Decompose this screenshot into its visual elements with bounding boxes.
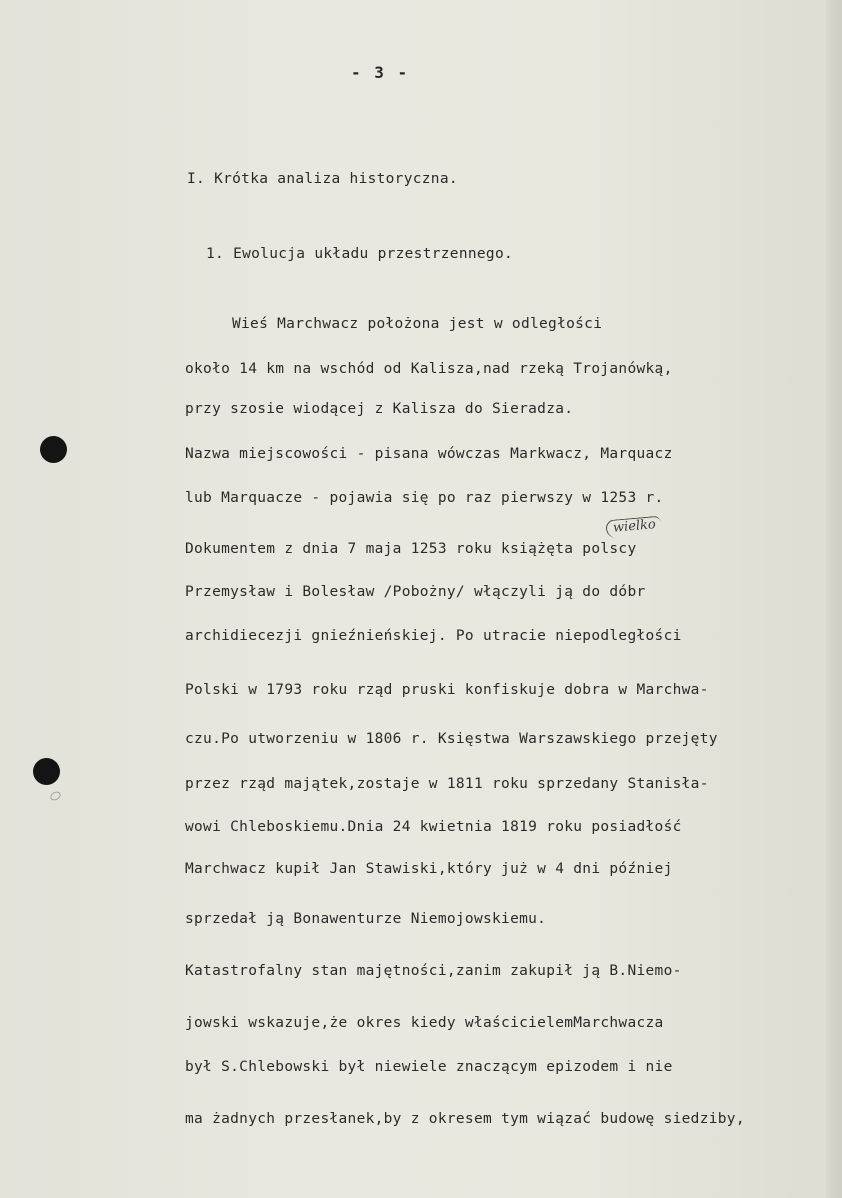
punch-hole-bottom [33, 758, 60, 785]
body-line: przez rząd majątek,zostaje w 1811 roku sprzedany Stanisła- [185, 776, 709, 792]
section-heading: I. Krótka analiza historyczna. [187, 171, 458, 187]
body-line: Przemysław i Bolesław /Pobożny/ włączyli ją do dóbr [185, 584, 646, 600]
punch-hole-top [40, 436, 67, 463]
body-line: był S.Chlebowski był niewiele znaczącym epizodem i nie [185, 1059, 673, 1075]
body-line: jowski wskazuje,że okres kiedy właścicielemMarchwacza [185, 1015, 664, 1031]
body-line: Dokumentem z dnia 7 maja 1253 roku książęta polscy [185, 541, 637, 557]
body-line: Polski w 1793 roku rząd pruski konfiskuje dobra w Marchwa- [185, 682, 709, 698]
page-number: - 3 - [351, 63, 410, 82]
body-line: czu.Po utworzeniu w 1806 r. Księstwa Warszawskiego przejęty [185, 731, 718, 747]
body-line: Nazwa miejscowości - pisana wówczas Markwacz, Marquacz [185, 446, 673, 462]
body-line: sprzedał ją Bonawenturze Niemojowskiemu. [185, 911, 547, 927]
body-line: Wieś Marchwacz położona jest w odległości [232, 316, 603, 332]
page-edge [826, 0, 842, 1198]
subsection-heading: 1. Ewolucja układu przestrzennego. [206, 246, 514, 262]
body-line: Katastrofalny stan majętności,zanim zakupił ją B.Niemo- [185, 963, 682, 979]
handwritten-annotation: wielko [605, 516, 661, 539]
body-line: lub Marquacze - pojawia się po raz pierwszy w 1253 r. [185, 490, 664, 506]
body-line: przy szosie wiodącej z Kalisza do Sieradza. [185, 401, 574, 417]
body-line: około 14 km na wschód od Kalisza,nad rzeką Trojanówką, [185, 361, 673, 377]
ink-smudge [49, 790, 63, 802]
body-line: wowi Chleboskiemu.Dnia 24 kwietnia 1819 roku posiadłość [185, 819, 682, 835]
body-line: Marchwacz kupił Jan Stawiski,który już w 4 dni później [185, 861, 673, 877]
body-line: ma żadnych przesłanek,by z okresem tym wiązać budowę siedziby, [185, 1111, 745, 1127]
body-line: archidiecezji gnieźnieńskiej. Po utracie niepodległości [185, 628, 682, 644]
